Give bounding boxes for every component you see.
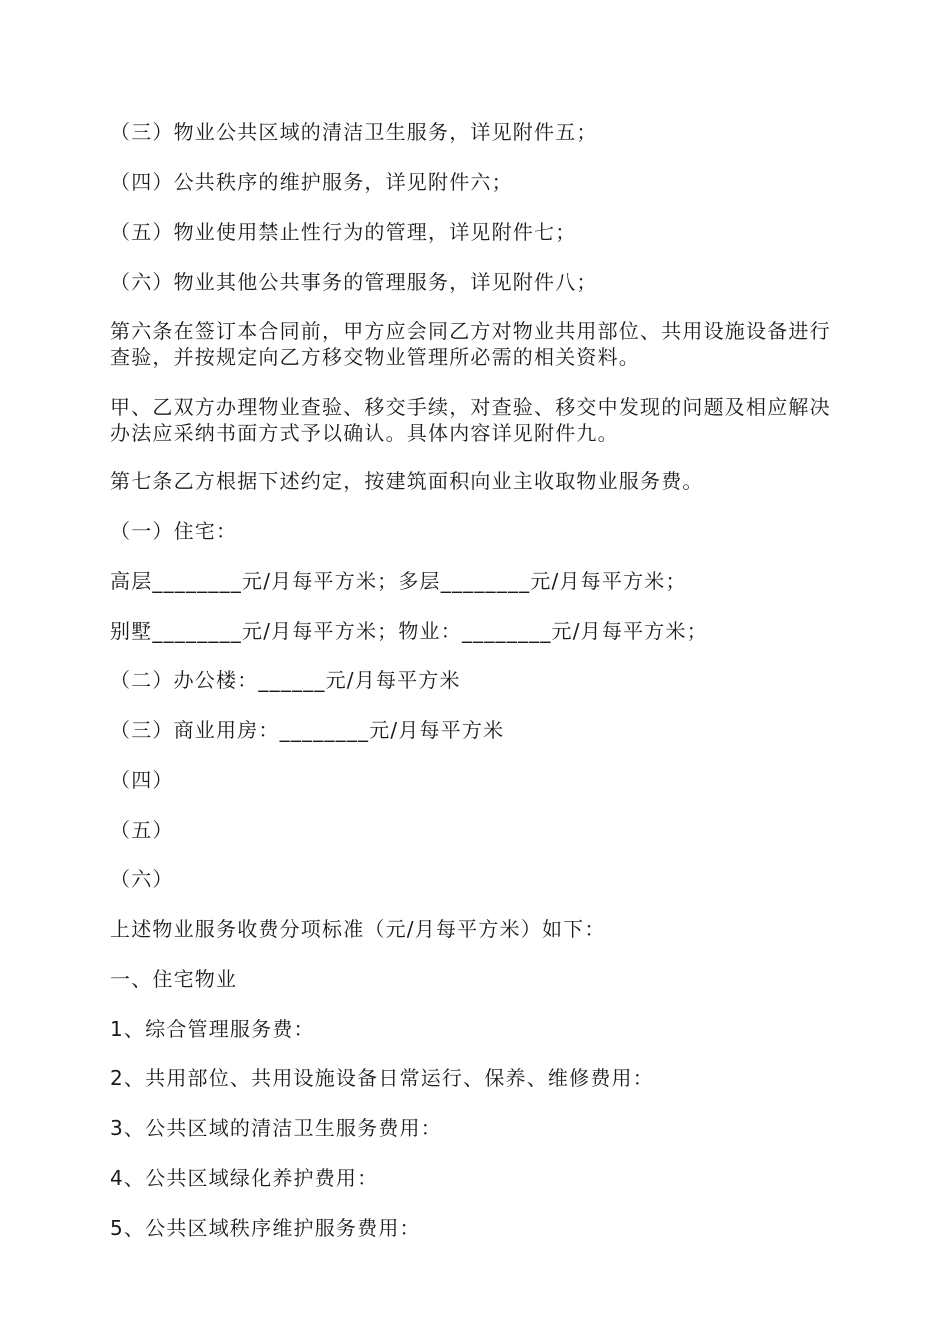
- paragraph-article-six: 第六条在签订本合同前，甲方应会同乙方对物业共用部位、共用设施设备进行查验，并按规定向乙方移交物业管理所必需的相关资料。: [110, 319, 831, 369]
- paragraph-fee-item-1: 1、综合管理服务费：: [110, 1017, 315, 1041]
- paragraph-item-five: （五）: [110, 818, 174, 842]
- paragraph-handover-confirmation: 甲、乙双方办理物业查验、移交手续，对查验、移交中发现的问题及相应解决办法应采纳书面方式予以确认。具体内容详见附件九。: [110, 395, 831, 445]
- paragraph-public-order-service: （四）公共秩序的维护服务，详见附件六；: [110, 170, 513, 194]
- paragraph-fee-breakdown-intro: 上述物业服务收费分项标准（元/月每平方米）如下：: [110, 917, 606, 941]
- paragraph-commercial-fee: （三）商业用房：________元/月每平方米: [110, 718, 505, 742]
- paragraph-item-six: （六）: [110, 867, 174, 891]
- paragraph-article-seven: 第七条乙方根据下述约定，按建筑面积向业主收取物业服务费。: [110, 469, 704, 493]
- paragraph-other-public-affairs: （六）物业其他公共事务的管理服务，详见附件八；: [110, 270, 598, 294]
- paragraph-office-fee: （二）办公楼：______元/月每平方米: [110, 668, 461, 692]
- paragraph-fee-item-2: 2、共用部位、共用设施设备日常运行、保养、维修费用：: [110, 1066, 654, 1090]
- paragraph-cleaning-service: （三）物业公共区域的清洁卫生服务，详见附件五；: [110, 120, 598, 144]
- paragraph-item-four: （四）: [110, 768, 174, 792]
- paragraph-residential-property: 一、住宅物业: [110, 967, 238, 991]
- paragraph-villa-property-fees: 别墅________元/月每平方米；物业：________元/月每平方米；: [110, 619, 708, 643]
- paragraph-fee-item-5: 5、公共区域秩序维护服务费用：: [110, 1216, 421, 1240]
- paragraph-fee-item-3: 3、公共区域的清洁卫生服务费用：: [110, 1116, 442, 1140]
- paragraph-high-multi-rise-fees: 高层________元/月每平方米；多层________元/月每平方米；: [110, 569, 687, 593]
- paragraph-prohibited-behavior: （五）物业使用禁止性行为的管理，详见附件七；: [110, 220, 577, 244]
- paragraph-residential-heading: （一）住宅：: [110, 519, 238, 543]
- paragraph-fee-item-4: 4、公共区域绿化养护费用：: [110, 1166, 379, 1190]
